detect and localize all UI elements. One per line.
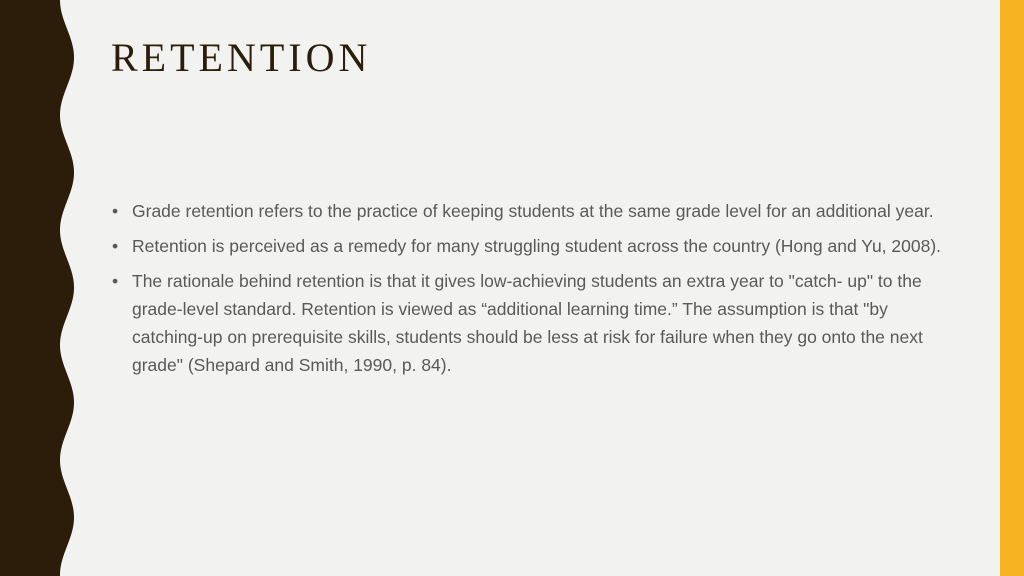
slide-title: RETENTION bbox=[111, 35, 372, 80]
accent-stripe bbox=[1000, 0, 1024, 576]
bullet-item bbox=[112, 267, 952, 379]
bullet-text: Retention is perceived as a remedy for many struggling student across the country (Hong and Yu, 2008). bbox=[132, 236, 942, 256]
bullet-icon: • bbox=[112, 271, 119, 291]
wave-shape bbox=[0, 0, 74, 576]
bullet-item bbox=[112, 232, 952, 260]
bullet-text: Grade retention refers to the practice of keeping students at the same grade level for an additional year. bbox=[132, 201, 934, 221]
wavy-sidebar-decoration bbox=[0, 0, 80, 576]
bullet-text: The rationale behind retention is that it gives low-achieving students an extra year to "catch- up" to the grade-level standard. Retention is viewed as “additional learning time.” The assumption is that "by catching-up on prerequisite skills, students should be less at risk for failure when they go onto the next grade" (Shepard and Smith, 1990, p. 84). bbox=[132, 271, 923, 375]
bullet-item bbox=[112, 197, 952, 225]
bullet-icon: • bbox=[112, 236, 119, 256]
bullet-icon: • bbox=[112, 201, 119, 221]
bullet-list bbox=[112, 197, 952, 386]
